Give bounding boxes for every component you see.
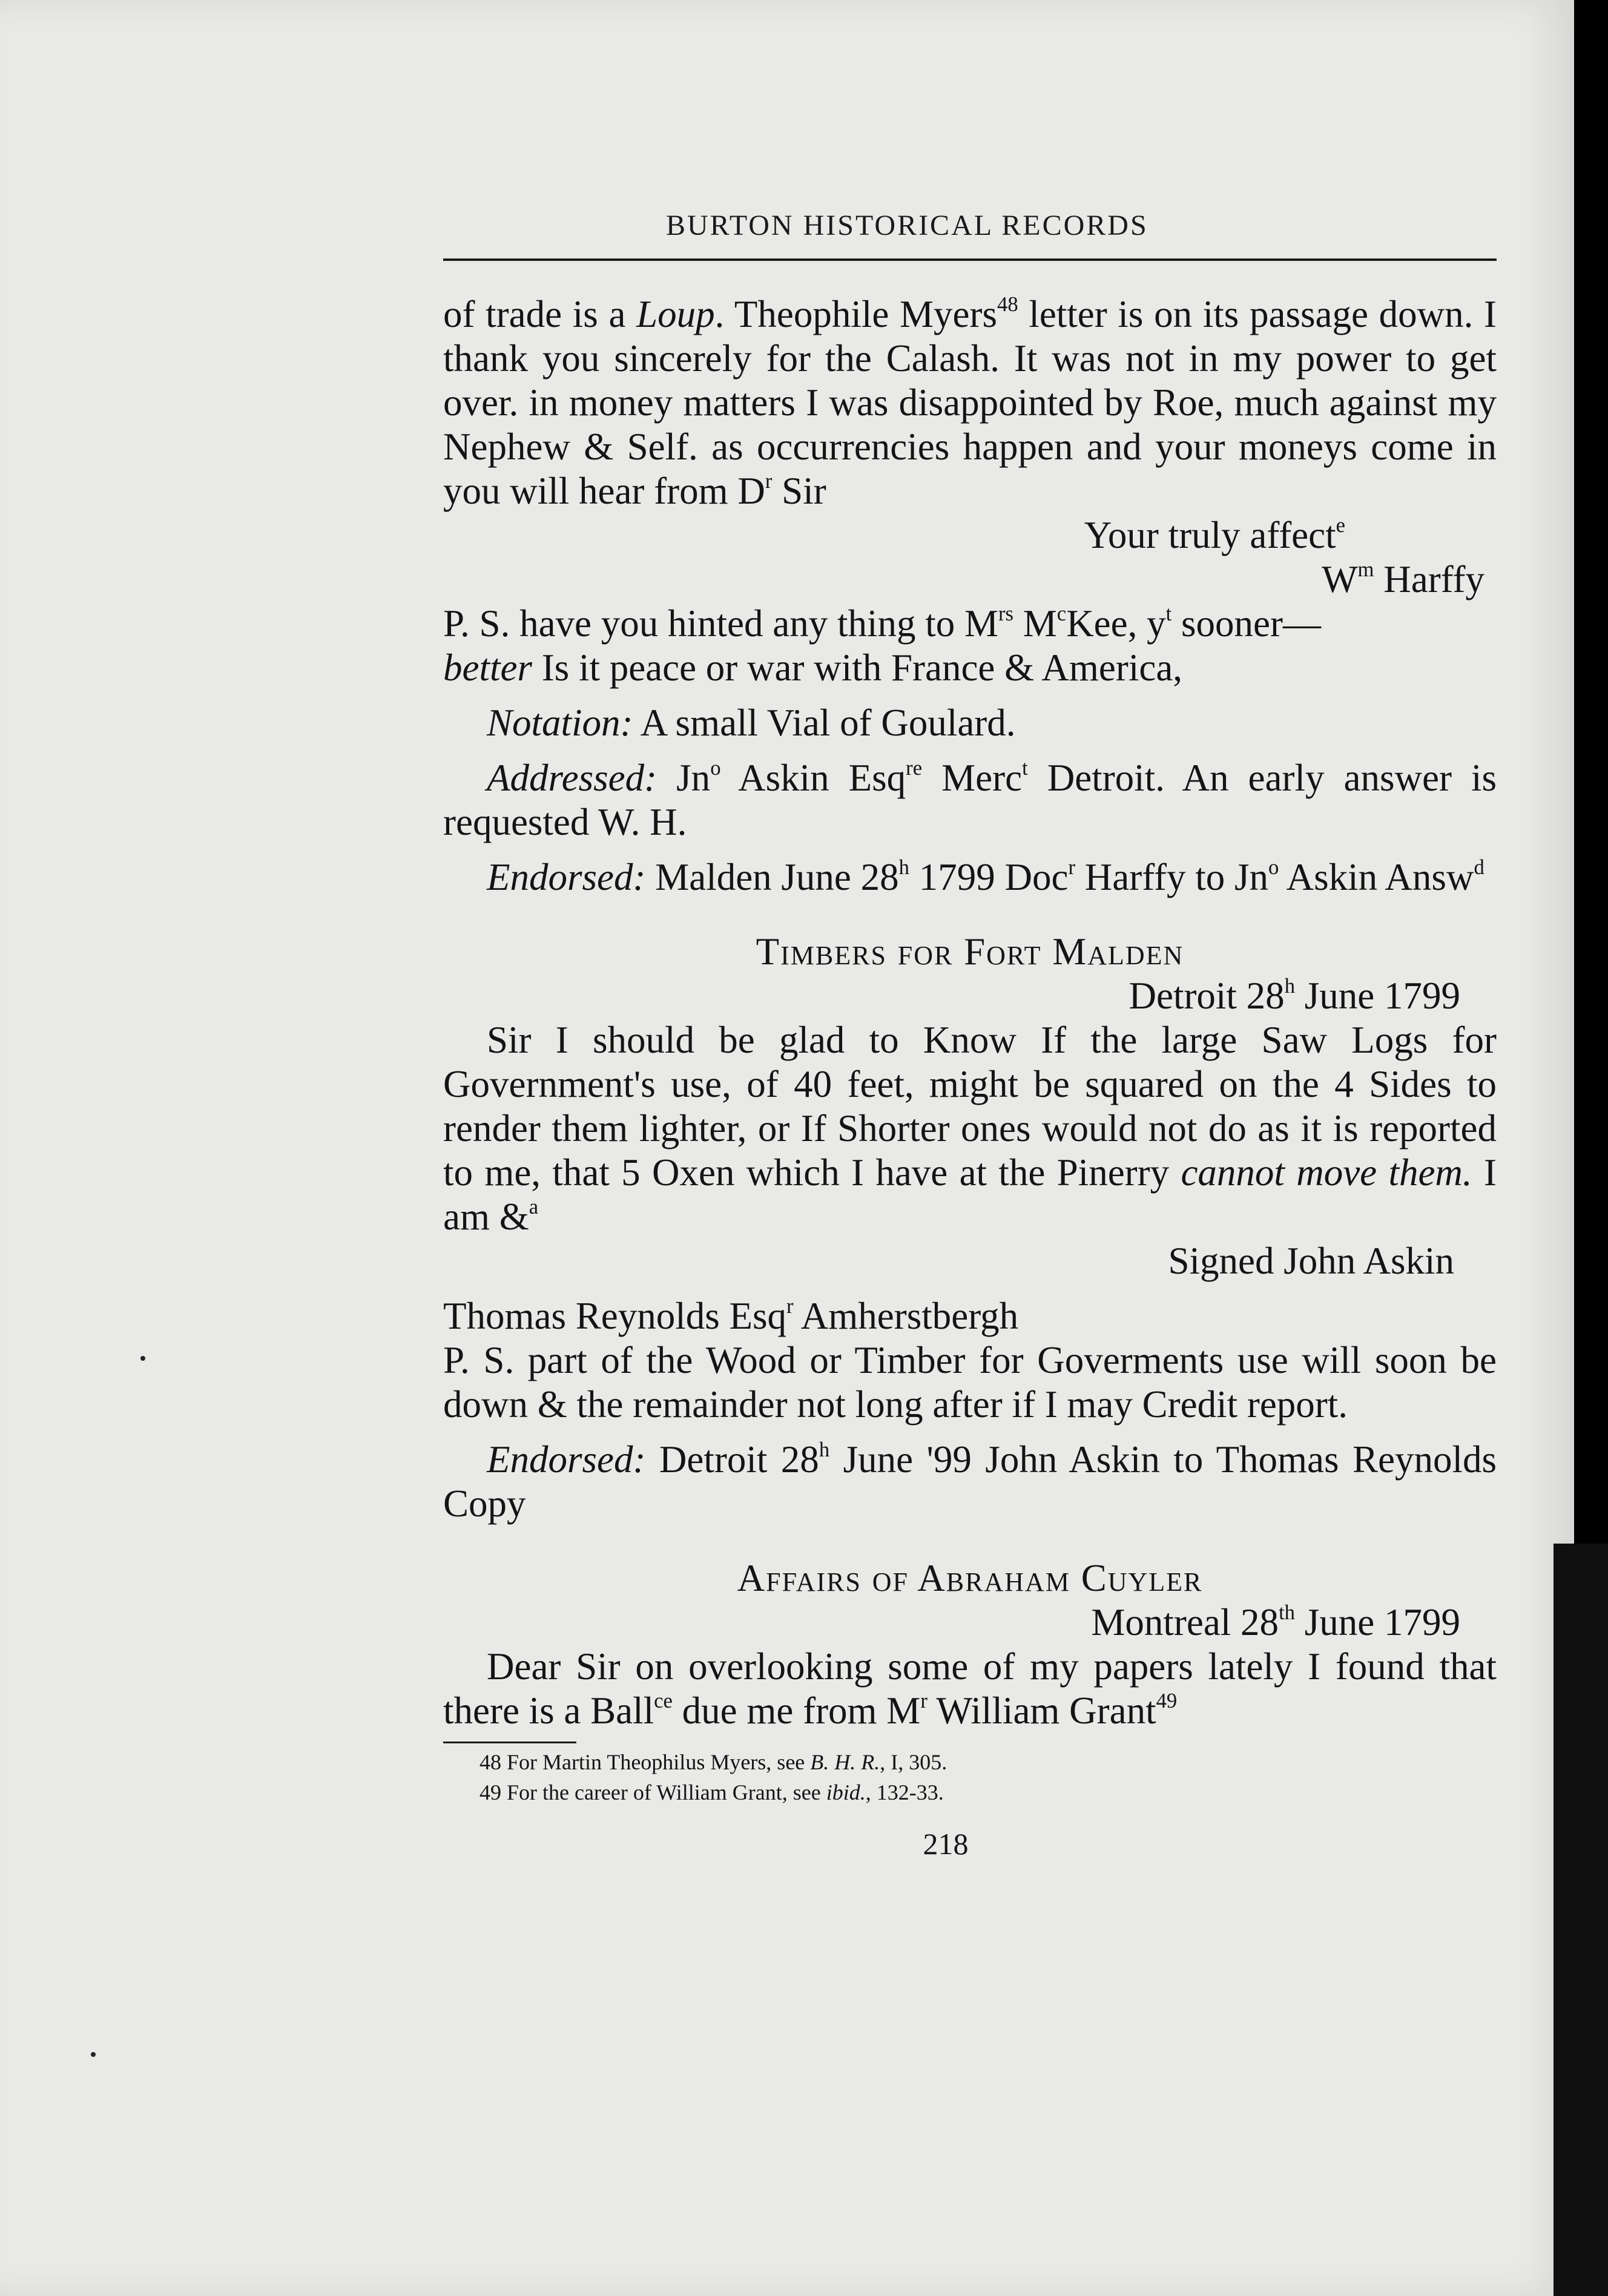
letter-paragraph: of trade is a Loup. Theophile Myers$^{48}$ letter is on its passage down. I thank you sincerely for the Calash. It was not in my power to get over. in money matters I was disappointed by Roe, much against my Nephew & Self. as occurrencies happen and your moneys come in you will hear from $D^r$ Sir bbox=[443, 293, 1497, 512]
footnote-49: 49 For the career of William Grant, see ibid., 132-33. bbox=[479, 1780, 944, 1804]
speck bbox=[91, 2052, 96, 2057]
recipient: Thomas Reynolds Esq$^r$ Amherstbergh bbox=[443, 1295, 1019, 1337]
signature: $W^m$ Harffy bbox=[1322, 558, 1484, 600]
date-detroit: Detroit 28$^h$ June 1799 bbox=[1129, 975, 1460, 1017]
addressed: Addressed: Jn$^o$ Askin Esq$^{re}$ Merc$^t$ Detroit. An early answer is requested W. H. bbox=[443, 757, 1497, 843]
header-rule bbox=[443, 258, 1497, 261]
postscript-2: P. S. part of the Wood or Timber for Goverments use will soon be down & the remainder not long after if I may Credit report. bbox=[443, 1339, 1497, 1426]
endorsed-1: Endorsed: Malden June 28$^h$ 1799 Doc$^r$ Harffy to Jn$^o$ Askin Answ$^d$ bbox=[487, 856, 1484, 898]
closing: Your truly affect$^e$ bbox=[1084, 514, 1345, 556]
section-title-cuyler: Affairs of Abraham Cuyler bbox=[737, 1557, 1203, 1599]
footnotes bbox=[443, 1747, 1497, 1808]
footnote-rule bbox=[443, 1742, 576, 1743]
postscript-1: P. S. have you hinted any thing to $M^{rs}$ $M^cKee$, $y^t$ sooner— better Is it peace or war with France & America, bbox=[443, 602, 1321, 689]
running-header: BURTON HISTORICAL RECORDS bbox=[666, 209, 1148, 242]
notation: Notation: A small Vial of Goulard. bbox=[487, 702, 1016, 744]
date-montreal: Montreal 28th June 1799 bbox=[1091, 1601, 1460, 1643]
endorsed-2: Endorsed: Detroit 28$^h$ June '99 John Askin to Thomas Reynolds Copy bbox=[443, 1438, 1497, 1525]
speck bbox=[140, 1356, 145, 1361]
page-body bbox=[443, 292, 1497, 1866]
signed-line: Signed John Askin bbox=[1168, 1240, 1454, 1282]
letter-paragraph-3: Dear Sir on overlooking some of my papers lately I found that there is a Ball$^{ce}$ due me from $M^r$ William Grant$^{49}$ bbox=[443, 1645, 1497, 1732]
section-title-timbers: Timbers for Fort Malden bbox=[756, 930, 1184, 973]
footnote-48: 48 For Martin Theophilus Myers, see B. H. R., I, 305. bbox=[479, 1750, 947, 1774]
scan-edge bbox=[1554, 1544, 1608, 2296]
page-number: 218 bbox=[923, 1827, 969, 1861]
letter-paragraph-2: Sir I should be glad to Know If the large Saw Logs for Government's use, of 40 feet, might be squared on the 4 Sides to render them lighter, or If Shorter ones would not do as it is reported to me, that 5 Oxen which I have at the Pinerry cannot move them. I am &$^a$ bbox=[443, 1019, 1497, 1238]
